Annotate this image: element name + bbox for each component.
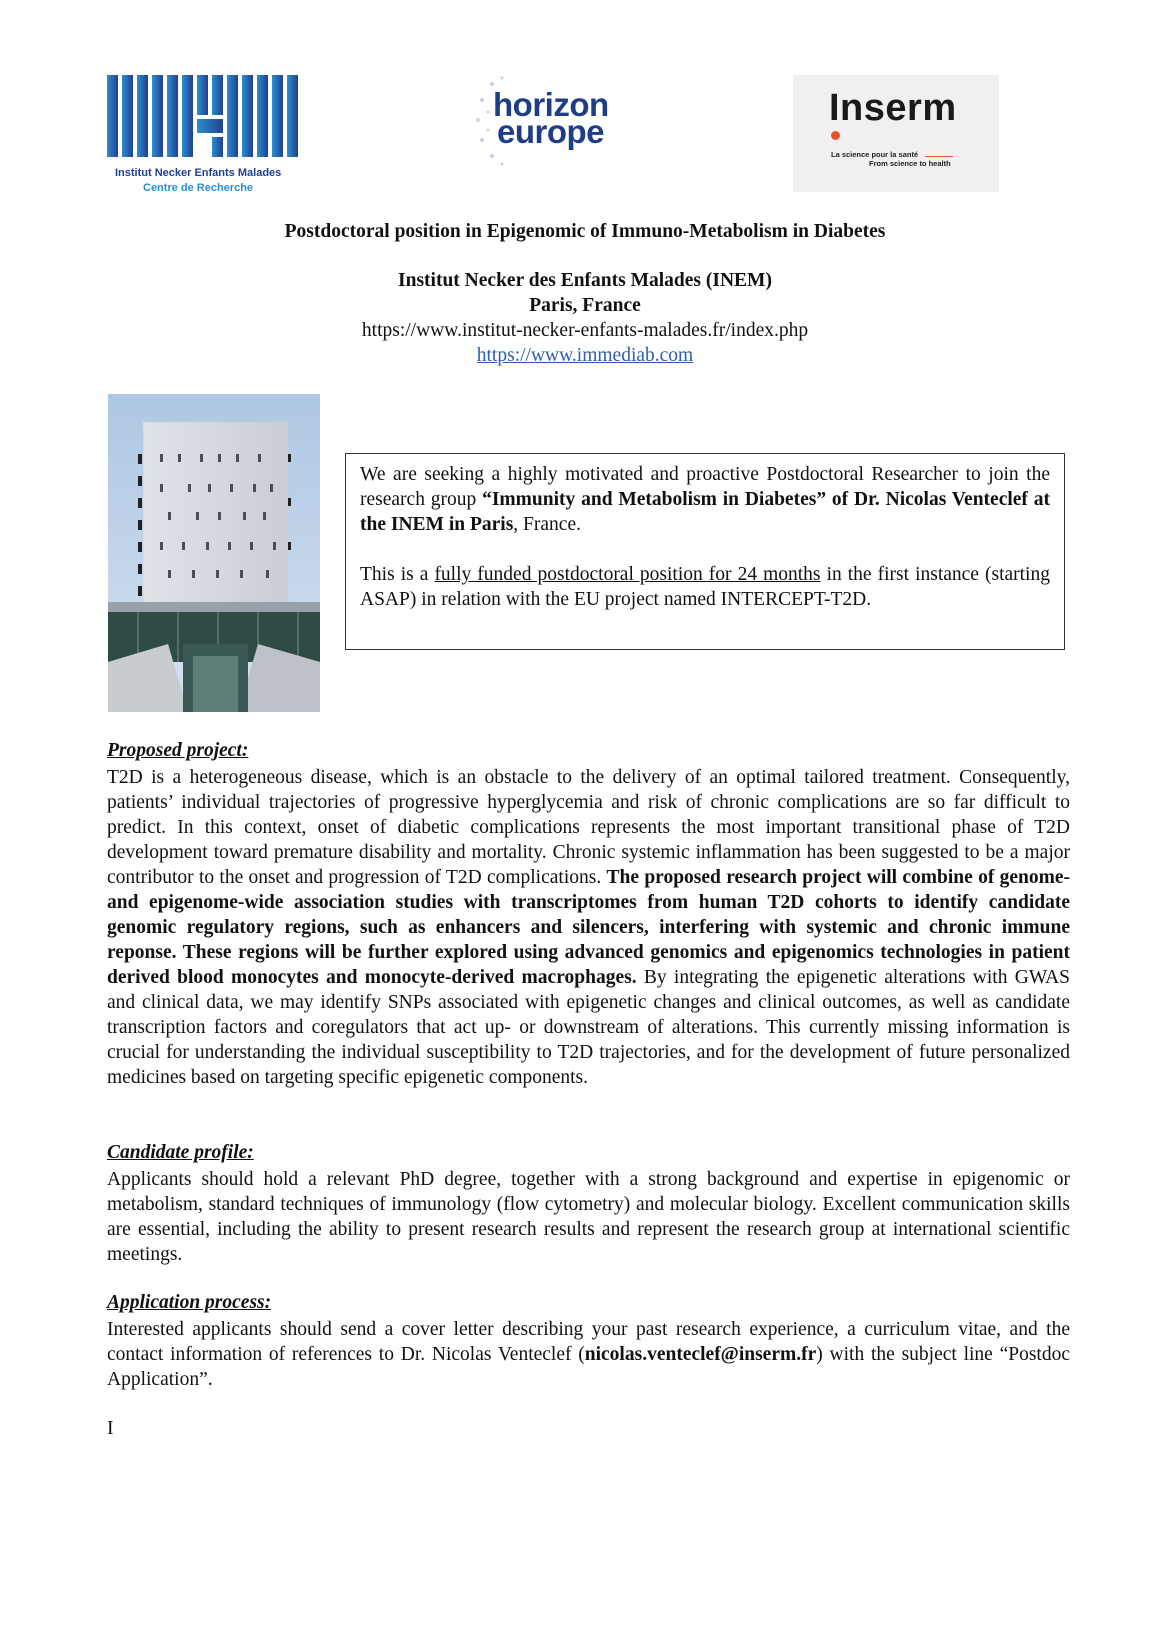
application-process-text bbox=[107, 1317, 1070, 1392]
proposed-project-heading: Proposed project: bbox=[107, 740, 249, 761]
horizon-logo-line2: europe bbox=[497, 113, 605, 150]
inem-logo bbox=[105, 75, 305, 200]
candidate-profile-text: Applicants should hold a relevant PhD degree, together with a strong background and expertise in epigenomic or metabolism, standard techniques of immunology (flow cytometry) and molecular biology. Excellent communication skills are essential, including the ability to present research results and represent the research group at international scientific meetings. bbox=[107, 1169, 1070, 1265]
inserm-divider bbox=[925, 156, 953, 157]
horizon-logo-line1: horizon bbox=[493, 86, 609, 123]
candidate-profile-heading: Candidate profile: bbox=[107, 1142, 254, 1163]
summary-paragraph-1 bbox=[360, 462, 1050, 537]
application-text-end: ) with the subject line “Postdoc Application”. bbox=[107, 1344, 1070, 1390]
summary-paragraph-2 bbox=[360, 562, 1050, 612]
stray-character: I bbox=[107, 1418, 114, 1439]
building-image-icon bbox=[108, 394, 320, 712]
funding-text: This is a bbox=[360, 564, 435, 585]
institute-name: Institut Necker des Enfants Malades (INEM) bbox=[398, 270, 772, 291]
inem-url: https://www.institut-necker-enfants-malades.fr/index.php bbox=[361, 320, 809, 341]
inserm-tagline-fr: La science pour la santé bbox=[831, 150, 919, 159]
proposed-project-text bbox=[107, 765, 1070, 1090]
inem-logo-line1: Institut Necker Enfants Malades bbox=[115, 167, 282, 179]
project-text-bold: The proposed research project will combine of genome- and epigenome-wide association studies with transcriptomes from human T2D cohorts to identify candidate genomic regulatory regions, such as enhancers and silencers, interfering with systemic and chronic immune reponse. These regions will be further explored using advanced genomics and epigenomics technologies in patient derived blood monocytes and monocyte-derived macrophages. bbox=[107, 867, 1071, 988]
summary-group-name: “Immunity and Metabolism in Diabetes” of Dr. Nicolas Venteclef at the INEM in Paris bbox=[360, 489, 1050, 535]
horizon-europe-logo bbox=[470, 72, 640, 172]
funding-text-end: in the first instance (starting ASAP) in relation with the EU project named INTERCEPT-T2D. bbox=[360, 564, 1050, 610]
contact-email[interactable]: nicolas.venteclef@inserm.fr bbox=[584, 1344, 817, 1365]
position-summary-box bbox=[345, 453, 1065, 650]
building-photo bbox=[108, 394, 320, 712]
funding-duration: fully funded postdoctoral position for 24 months bbox=[434, 564, 821, 585]
inem-logo-line2: Centre de Recherche bbox=[143, 182, 254, 194]
inserm-logo-word: Inserm bbox=[829, 87, 957, 129]
application-process-heading: Application process: bbox=[107, 1292, 272, 1313]
project-text-intro: T2D is a heterogeneous disease, which is an obstacle to the delivery of an optimal tailored treatment. Consequently, patients’ individual trajectories of progressive hyperglycemia and risk of chronic complications are so far difficult to predict. In this context, onset of diabetic complications represents the most important transitional phase of T2D development toward premature disability and mortality. Chronic systemic inflammation has been suggested to be a major contributor to the onset and progression of T2D complications. bbox=[107, 767, 1070, 888]
inserm-logo bbox=[793, 75, 999, 192]
page-title: Postdoctoral position in Epigenomic of Immuno-Metabolism in Diabetes bbox=[284, 221, 886, 242]
institute-city: Paris, France bbox=[529, 295, 641, 316]
summary-text-end: , France. bbox=[513, 514, 581, 535]
summary-text: We are seeking a highly motivated and proactive Postdoctoral Researcher to join the research group bbox=[360, 464, 1050, 510]
immediab-link[interactable]: https://www.immediab.com bbox=[476, 345, 694, 366]
application-text: Interested applicants should send a cover letter describing your past research experience, a curriculum vitae, and the contact information of references to Dr. Nicolas Venteclef ( bbox=[107, 1319, 1070, 1365]
inserm-tagline-en: From science to health bbox=[869, 159, 951, 168]
inserm-dot-icon bbox=[831, 131, 840, 140]
project-text-outro: By integrating the epigenetic alterations with GWAS and clinical data, we may identify SNPs associated with epigenetic changes and clinical outcomes, as well as candidate transcription factors and coregulators that act up- or downstream of alterations. This currently missing information is crucial for understanding the individual susceptibility to T2D trajectories, and for the development of future personalized medicines based on targeting specific epigenetic components. bbox=[107, 967, 1070, 1088]
